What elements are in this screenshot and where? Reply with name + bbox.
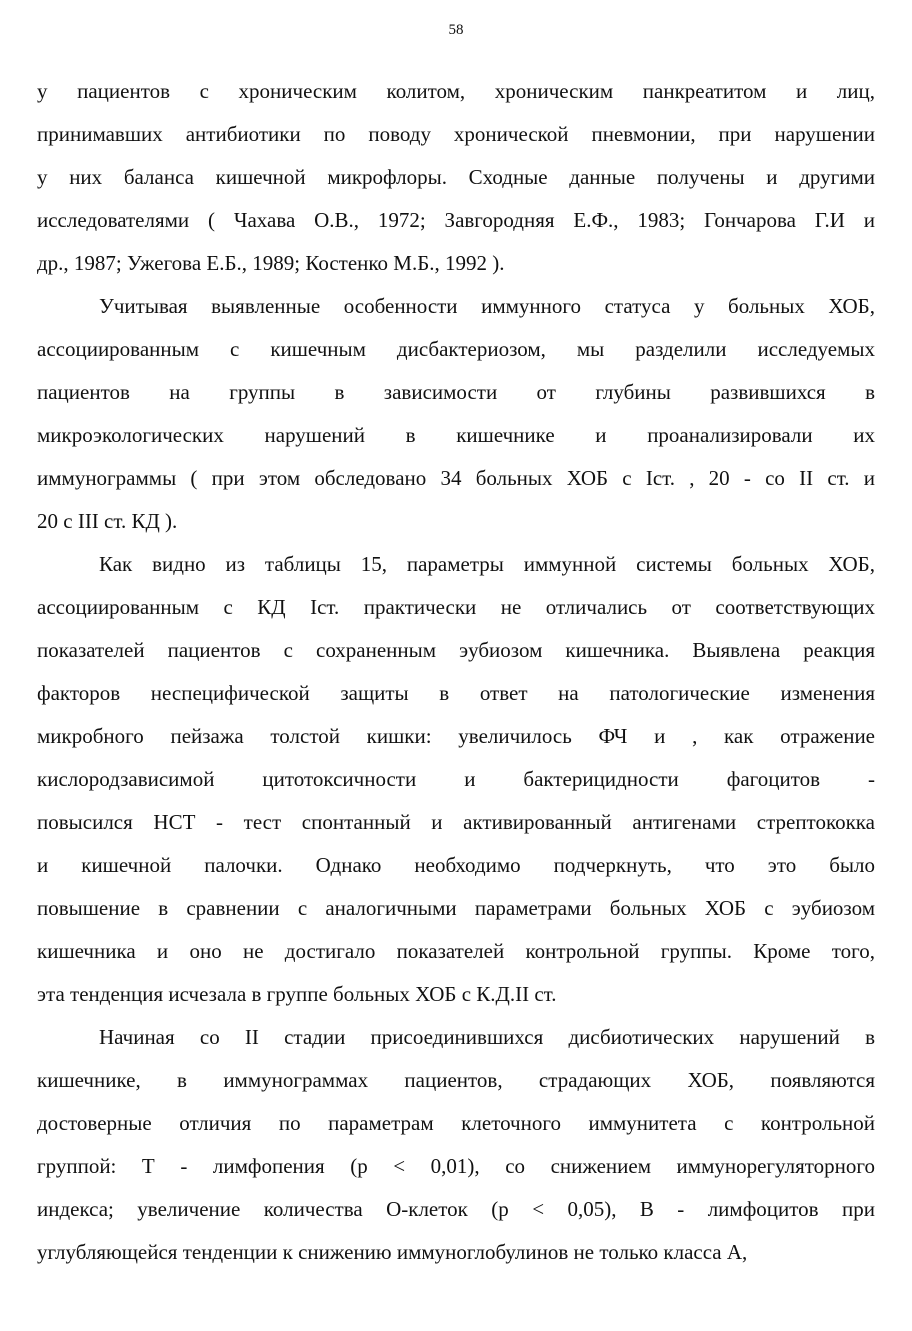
text-line: Как видно из таблицы 15, параметры иммунной системы больных ХОБ, [99, 552, 875, 576]
page-number: 58 [448, 22, 464, 38]
text-line: принимавших антибиотики по поводу хронической пневмонии, при нарушении [37, 122, 875, 146]
paragraph-4 [37, 1016, 875, 1274]
text-line: ассоциированным с КД Iст. практически не отличались от соответствующих [37, 595, 875, 619]
text-line: пациентов на группы в зависимости от глубины развившихся в [37, 380, 875, 404]
text-line: повышение в сравнении с аналогичными параметрами больных ХОБ с эубиозом [37, 896, 875, 920]
text-line: у них баланса кишечной микрофлоры. Сходные данные получены и другими [37, 165, 875, 189]
text-line: эта тенденция исчезала в группе больных ХОБ с К.Д.II ст. [37, 982, 557, 1006]
text-line: 20 с III ст. КД ). [37, 509, 178, 533]
text-line: углубляющейся тенденции к снижению иммуноглобулинов не только класса А, [37, 1240, 748, 1264]
text-line: микроэкологических нарушений в кишечнике и проанализировали их [37, 423, 875, 447]
text-line: индекса; увеличение количества О-клеток (р < 0,05), В - лимфоцитов при [37, 1197, 875, 1221]
text-line: др., 1987; Ужегова Е.Б., 1989; Костенко М.Б., 1992 ). [37, 251, 505, 275]
text-line: у пациентов с хроническим колитом, хроническим панкреатитом и лиц, [37, 79, 875, 103]
text-line: микробного пейзажа толстой кишки: увеличилось ФЧ и , как отражение [37, 724, 875, 748]
text-line: достоверные отличия по параметрам клеточного иммунитета с контрольной [37, 1111, 875, 1135]
text-line: Учитывая выявленные особенности иммунного статуса у больных ХОБ, [99, 294, 875, 318]
text-line: кислородзависимой цитотоксичности и бактерицидности фагоцитов - [37, 767, 875, 791]
text-line: и кишечной палочки. Однако необходимо подчеркнуть, что это было [37, 853, 875, 877]
body-text [37, 70, 875, 1274]
text-line: повысился НСТ - тест спонтанный и активированный антигенами стрептококка [37, 810, 875, 834]
paragraph-3 [37, 543, 875, 1016]
text-line: группой: Т - лимфопения (р < 0,01), со снижением иммунорегуляторного [37, 1154, 875, 1178]
text-line: исследователями ( Чахава О.В., 1972; Завгородняя Е.Ф., 1983; Гончарова Г.И и [37, 208, 875, 232]
text-line: ассоциированным с кишечным дисбактериозом, мы разделили исследуемых [37, 337, 875, 361]
text-line: кишечнике, в иммунограммах пациентов, страдающих ХОБ, появляются [37, 1068, 875, 1092]
paragraph-2 [37, 285, 875, 543]
text-line: иммунограммы ( при этом обследовано 34 больных ХОБ с Iст. , 20 - со II ст. и [37, 466, 875, 490]
paragraph-1 [37, 70, 875, 285]
text-line: кишечника и оно не достигало показателей контрольной группы. Кроме того, [37, 939, 875, 963]
text-line: факторов неспецифической защиты в ответ на патологические изменения [37, 681, 875, 705]
text-line: Начиная со II стадии присоединившихся дисбиотических нарушений в [99, 1025, 875, 1049]
text-line: показателей пациентов с сохраненным эубиозом кишечника. Выявлена реакция [37, 638, 875, 662]
